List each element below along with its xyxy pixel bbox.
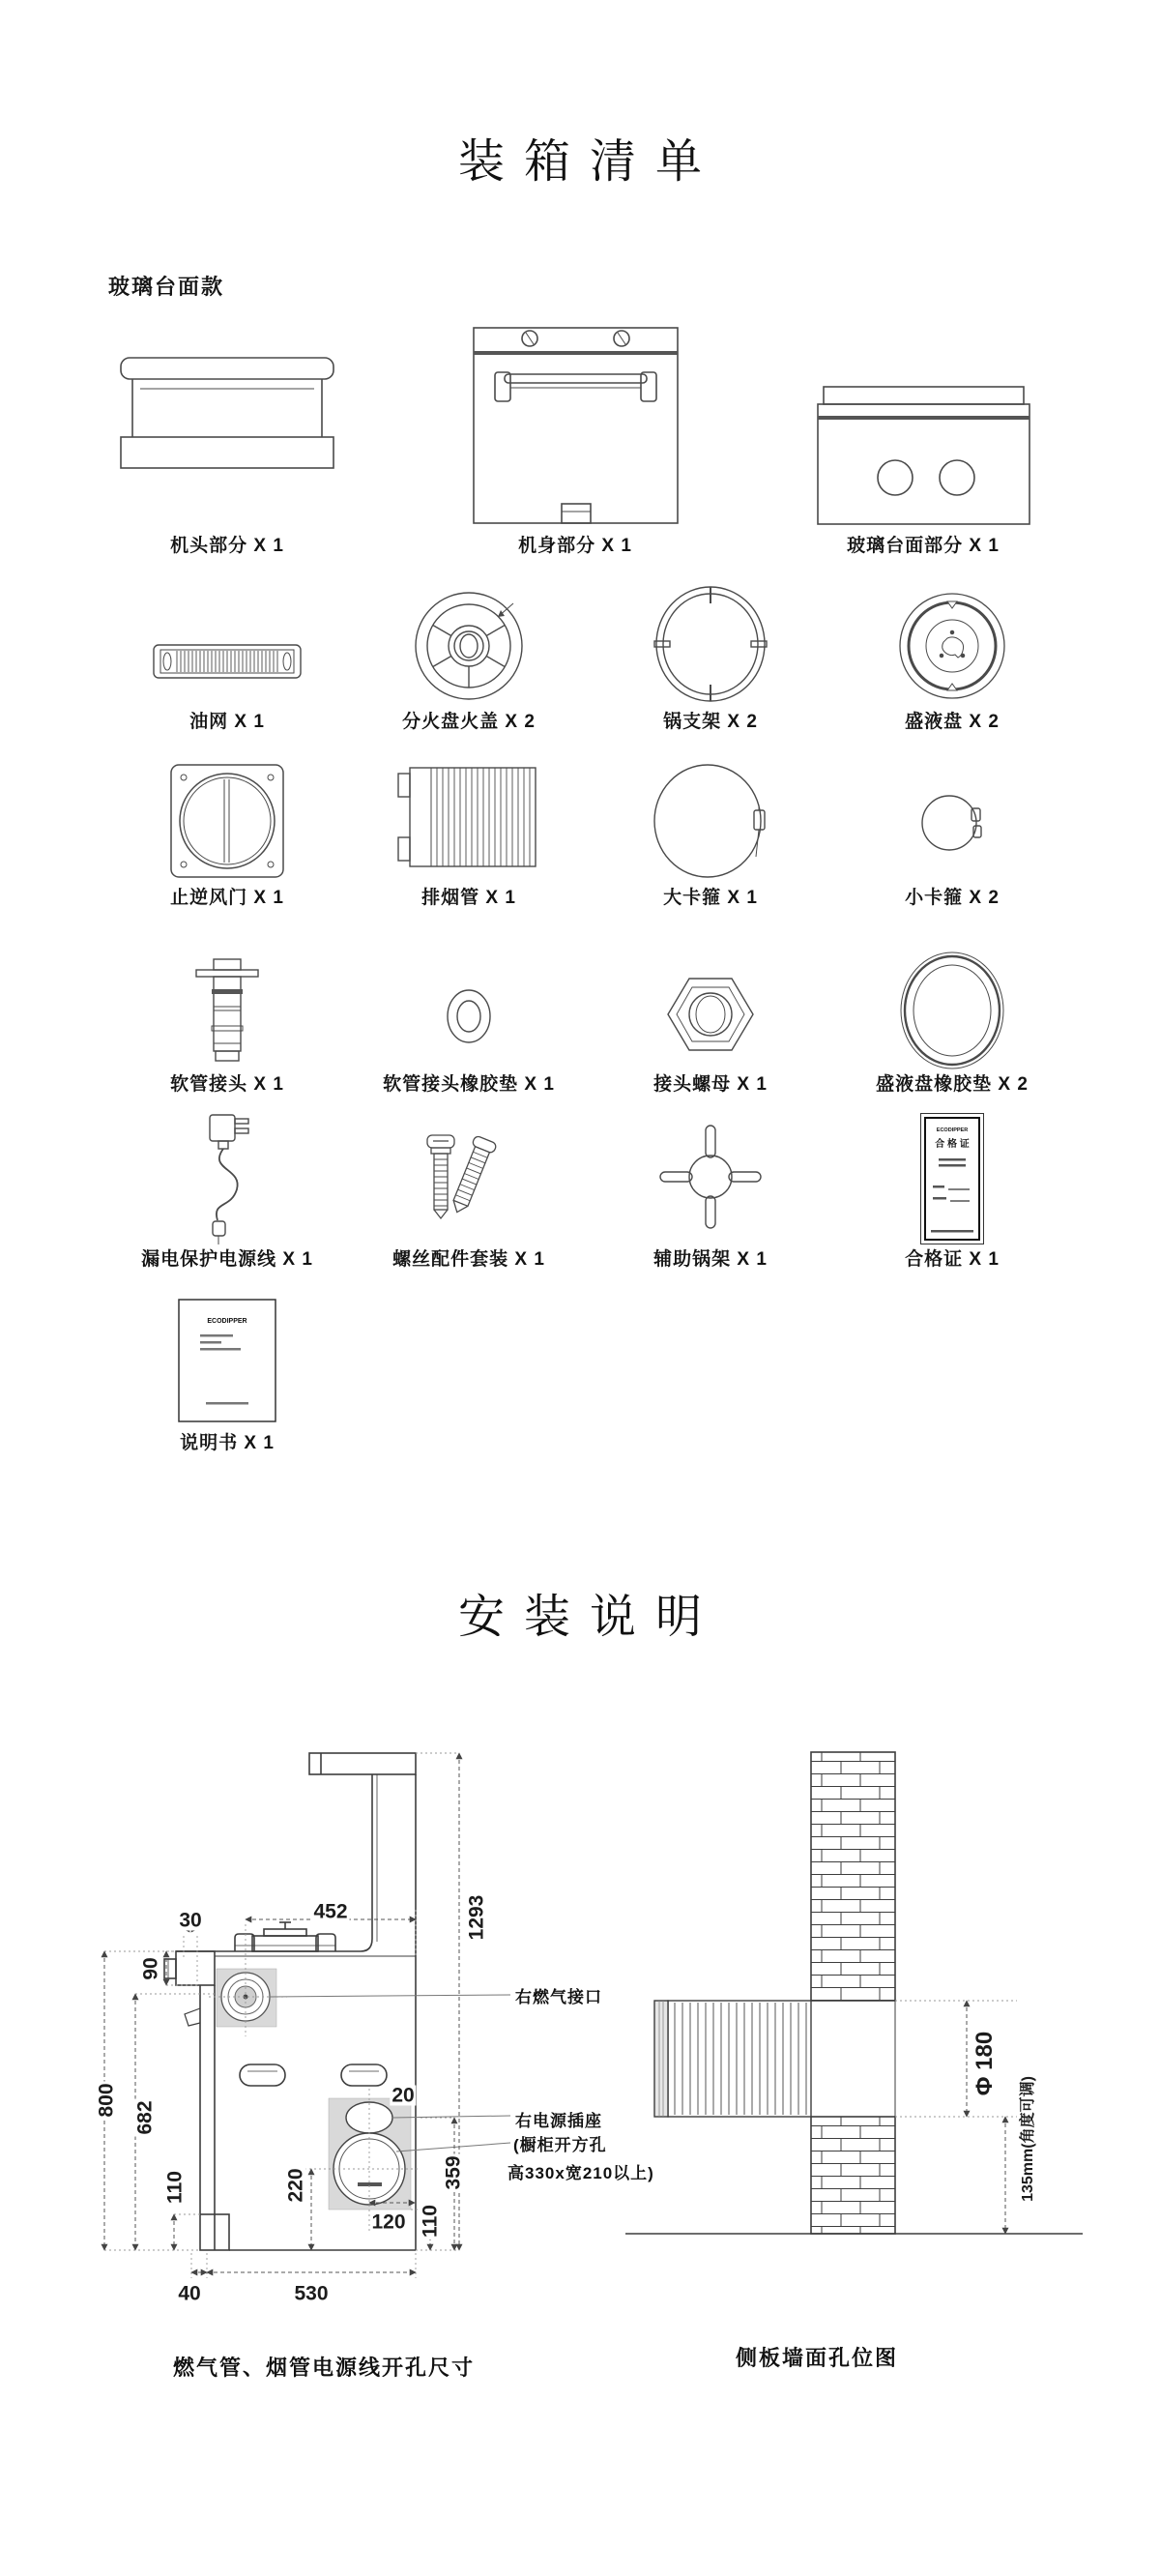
dim-20: 20	[392, 2084, 415, 2107]
certificate-brand: ECODIPPER	[936, 1127, 969, 1133]
packing-row-5	[106, 1112, 1073, 1273]
power-cord-icon	[196, 1112, 258, 1247]
pot-support-icon	[652, 584, 768, 704]
machine-head-icon	[111, 346, 343, 474]
part-label: 接头螺母 X 1	[653, 1074, 768, 1095]
part-label: 盛液盘橡胶垫 X 2	[876, 1074, 1029, 1095]
callout-gas-connection: 右燃气接口	[515, 1988, 602, 2006]
part-item-aux-rack	[590, 1112, 831, 1273]
wall-hole-diagram	[599, 1736, 1102, 2292]
part-item-manual	[106, 1296, 348, 1456]
dim-30: 30	[179, 1909, 202, 1932]
part-label: 机头部分 X 1	[170, 536, 284, 556]
part-item-body	[401, 309, 749, 559]
variant-label: 玻璃台面款	[108, 275, 225, 299]
part-item-head	[53, 309, 401, 559]
part-item-certificate	[831, 1112, 1073, 1273]
stove-dimension-diagram	[72, 1731, 527, 2311]
part-item-power-cord	[106, 1112, 348, 1273]
part-label: 漏电保护电源线 X 1	[141, 1249, 313, 1270]
dim-pipe-diameter: Φ 180	[972, 2031, 998, 2096]
part-item-hose-connector	[106, 943, 348, 1098]
packing-row-2	[106, 578, 1073, 735]
part-item-drip-pan	[831, 578, 1073, 735]
dim-110-left: 110	[163, 2171, 187, 2204]
packing-row-1	[53, 309, 1097, 559]
aux-pot-rack-icon	[659, 1124, 762, 1230]
part-item-large-clamp	[590, 756, 831, 911]
part-item-pot-support	[590, 578, 831, 735]
part-item-grease-mesh	[106, 578, 348, 735]
machine-body-icon	[462, 312, 689, 530]
part-label: 说明书 X 1	[180, 1433, 275, 1453]
grease-mesh-icon	[152, 640, 303, 683]
burner-cap-icon	[413, 590, 525, 702]
part-item-burner-cap	[348, 578, 590, 735]
dim-682: 682	[133, 2100, 157, 2135]
install-title: 安装说明	[457, 1592, 721, 1643]
dim-1293: 1293	[465, 1894, 488, 1941]
part-label: 大卡箍 X 1	[663, 888, 758, 908]
part-label: 盛液盘 X 2	[905, 712, 1000, 732]
part-label: 机身部分 X 1	[518, 536, 632, 556]
large-gasket-icon	[899, 951, 1005, 1070]
part-label: 合格证 X 1	[905, 1249, 1000, 1270]
manual-booklet-icon	[177, 1298, 277, 1423]
exhaust-pipe-icon	[396, 756, 541, 878]
packing-row-6	[106, 1296, 348, 1456]
part-label: 软管接头 X 1	[170, 1074, 284, 1095]
large-clamp-icon	[652, 762, 768, 880]
part-item-exhaust-pipe	[348, 756, 590, 911]
check-damper-icon	[168, 762, 286, 880]
manual-brand: ECODIPPER	[207, 1318, 247, 1325]
part-label: 玻璃台面部分 X 1	[847, 536, 1000, 556]
part-label: 小卡箍 X 2	[905, 888, 1000, 908]
dim-800: 800	[95, 2083, 118, 2118]
connector-nut-icon	[665, 972, 756, 1057]
part-item-connector-nut	[590, 943, 831, 1098]
part-label: 油网 X 1	[189, 712, 265, 732]
part-item-small-gasket	[348, 943, 590, 1098]
dim-wall-height: 135mm(角度可调)	[1020, 2076, 1036, 2202]
dim-90: 90	[139, 1957, 162, 1980]
glass-top-icon	[810, 375, 1037, 528]
part-label: 止逆风门 X 1	[170, 888, 284, 908]
certificate-icon	[919, 1112, 985, 1245]
dim-40: 40	[178, 2282, 201, 2305]
part-item-damper	[106, 756, 348, 911]
packing-row-4	[106, 943, 1073, 1098]
callout-power-socket: 右电源插座	[515, 2112, 602, 2130]
screw-set-icon	[421, 1127, 516, 1224]
part-label: 排烟管 X 1	[421, 888, 516, 908]
callout-cabinet-cutout-line1: (橱柜开方孔	[513, 2136, 607, 2154]
dim-120: 120	[371, 2210, 406, 2234]
small-clamp-icon	[921, 791, 983, 855]
hose-connector-icon	[192, 956, 262, 1067]
part-item-small-clamp	[831, 756, 1073, 911]
part-label: 软管接头橡胶垫 X 1	[383, 1074, 555, 1095]
part-label: 分火盘火盖 X 2	[402, 712, 536, 732]
part-item-large-gasket	[831, 943, 1073, 1098]
packing-list-title: 装箱清单	[457, 136, 721, 188]
part-label: 辅助锅架 X 1	[653, 1249, 768, 1270]
drip-pan-icon	[898, 592, 1006, 700]
dim-110-right: 110	[419, 2205, 442, 2238]
small-gasket-icon	[445, 987, 493, 1045]
right-diagram-caption: 侧板墙面孔位图	[735, 2346, 898, 2370]
left-diagram-caption: 燃气管、烟管电源线开孔尺寸	[172, 2356, 475, 2380]
certificate-title: 合 格 证	[935, 1139, 970, 1150]
dim-530: 530	[294, 2282, 329, 2305]
callout-cabinet-cutout-line2: 高330x宽210以上)	[508, 2164, 654, 2182]
dim-359: 359	[442, 2155, 465, 2190]
part-label: 螺丝配件套装 X 1	[392, 1249, 545, 1270]
dim-220: 220	[284, 2168, 307, 2203]
part-item-screw-set	[348, 1112, 590, 1273]
dim-452: 452	[313, 1900, 348, 1923]
part-label: 锅支架 X 2	[663, 712, 758, 732]
part-item-glass-top	[749, 309, 1097, 559]
packing-row-3	[106, 756, 1073, 911]
